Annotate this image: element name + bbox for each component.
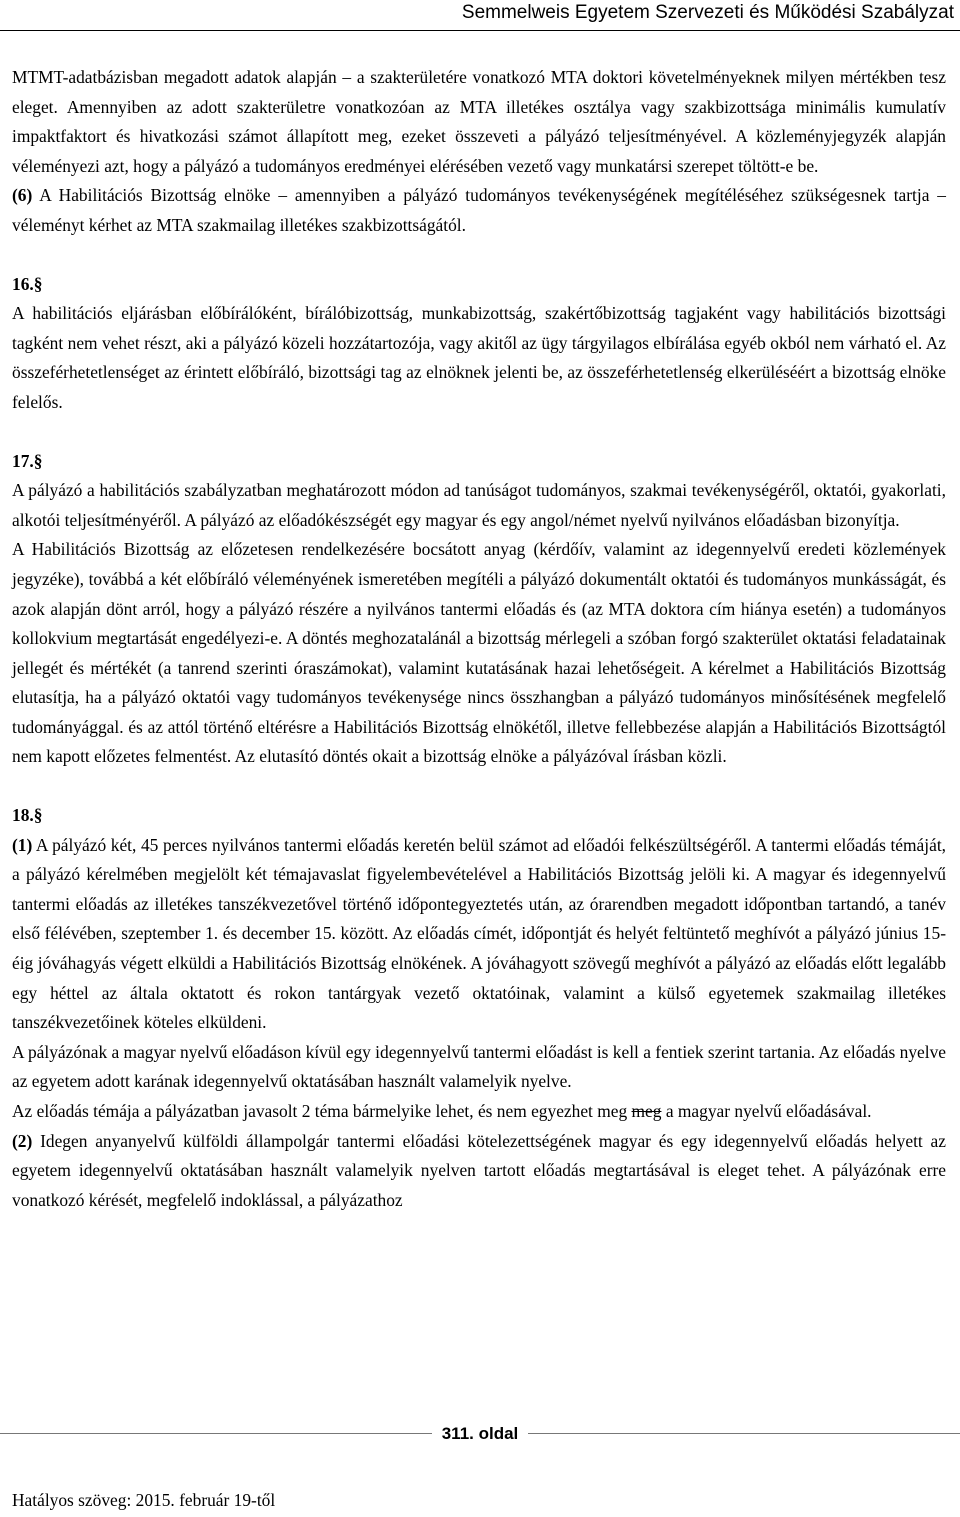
page-number-container [0, 1424, 960, 1444]
section-17-paragraph-2: A Habilitációs Bizottság az előzetesen rendelkezésére bocsátott anyag (kérdőív, valamint az idegennyelvű eredeti közlemények jegyzéke), továbbá a két előbíráló véleményének ismeretében megítéli a pályázó dokumentált oktatói és tudományos munkásságát, és azok alapján dönt arról, hogy a pályázó részére a nyilvános tantermi előadás és (az MTA doktora cím hiánya esetén) a tudományos kollokvium megtartását engedélyezi-e. A döntés meghozatalánál a bizottság mérlegeli a szóban forgó szakterület oktatási feladatainak jellegét és mértékét (a tanrend szerinti óraszámokat), valamint kutatásának hazai lehetőségeit. A kérelmet a Habilitációs Bizottság elutasítja, ha a pályázó oktatói vagy tudományos tevékenysége nincs összhangban a pályázó tudományos minősítésének megfelelő tudományággal. és az attól történő eltérésre a Habilitációs Bizottság elnökétől, illetve fellebbezése alapján a Habilitációs Bizottságtól nem kapott előzetes felmentést. Az elutasító döntés okait a bizottság elnöke a pályázóval írásban közli. [12, 539, 946, 767]
paragraph-number: (6) [12, 185, 33, 206]
page-number: 311. oldal [432, 1424, 529, 1444]
page-header [0, 0, 960, 31]
paragraph-text: a magyar nyelvű előadásával. [661, 1101, 872, 1121]
header-title: Semmelweis Egyetem Szervezeti és Működési Szabályzat [461, 2, 954, 23]
section-18-paragraph-2: A pályázónak a magyar nyelvű előadáson kívül egy idegennyelvű tantermi előadást is kell a fentiek szerint tartania. Az előadás nyelve az egyetem adott karának idegennyelvű oktatásában használt valamelyik nyelve. [12, 1041, 946, 1092]
section-18-paragraph-4 [12, 1127, 946, 1216]
section-heading-18: 18.§ [12, 805, 43, 826]
spacer [12, 241, 946, 270]
paragraph-text: Idegen anyanyelvű külföldi állampolgár tantermi előadási kötelezettségének magyar és egy idegennyelvű előadás helyett az egyetem idegennyelvű oktatásában használt valamelyik nyelven tartott előadás megtartásával is eleget tehet. A pályázónak erre vonatkozó kérését, megfelelő indoklással, a pályázathoz [12, 1130, 946, 1210]
paragraph-text: A Habilitációs Bizottság elnöke – amennyiben a pályázó tudományos tevékenységének megítéléséhez szükségesnek tartja – véleményt kérhet az MTA szakmailag illetékes szakbizottságától. [12, 185, 946, 235]
document-body [12, 63, 946, 1215]
paragraph-6 [12, 181, 946, 240]
section-16-paragraph: A habilitációs eljárásban előbírálóként, bírálóbizottság, munkabizottság, szakértőbizottság tagjaként vagy habilitációs bizottsági tagként nem vehet részt, aki a pályázó közeli hozzátartozója, vagy akitől az ügy tárgyilagos elbírálása egyéb okból nem várható el. Az összeférhetetlenséget az érintett előbíráló, bizottsági tag az elnöknek jelenti be, az összeférhetetlenség elkerüléséért a bizottság elnöke felelős. [12, 303, 946, 412]
paragraph-number: (1) [12, 834, 33, 855]
paragraph-text: A pályázó két, 45 perces nyilvános tantermi előadás keretén belül számot ad előadói felkészültségéről. A tantermi előadás témáját, a pályázó kérelmében megjelölt két témajavaslat figyelembevételével a Habilitációs Bizottság jelöli ki. A magyar és idegennyelvű tantermi előadás az illetékes tanszékvezetővel történő időpontegyeztetés után, az órarendben megadott időpontban tartandó, a tanév első félévében, szeptember 1. és december 15. között. Az előadás címét, időpontját és helyét feltüntető meghívót a pályázó június 15-éig jóváhagyás végett elküldi a Habilitációs Bizottság elnökének. A jóváhagyott szövegű meghívót a pályázó az előadás előtt legalább egy héttel az általa oktatott és rokon tantárgyak vezető oktatóinak, valamint a külső egyetemek szakmailag illetékes tanszékvezetőinek köteles elküldeni. [12, 834, 946, 1033]
section-heading-16: 16.§ [12, 273, 43, 294]
effective-date: Hatályos szöveg: 2015. február 19-től [12, 1490, 276, 1510]
paragraph-text: Az előadás témája a pályázatban javasolt 2 téma bármelyike lehet, és nem egyezhet meg [12, 1101, 632, 1121]
section-18-paragraph-3 [12, 1097, 946, 1127]
struck-word: meg [631, 1101, 662, 1121]
section-heading-17: 17.§ [12, 450, 43, 471]
spacer [12, 418, 946, 447]
header-divider [0, 30, 960, 31]
paragraph-mtmt: MTMT-adatbázisban megadott adatok alapján – a szakterületére vonatkozó MTA doktori követelményeknek milyen mértékben tesz eleget. Amennyiben az adott szakterületre vonatkozóan az MTA illetékes osztálya vagy szakbizottsága minimális kumulatív impaktfaktort és hivatkozási számot állapított meg, ezeket összeveti a pályázó teljesítményével. A közleményjegyzék alapján véleményezi azt, hogy a pályázó a tudományos eredményei elérésében vezető vagy munkatársi szerepet töltött-e be. [12, 67, 946, 176]
section-17-paragraph-1: A pályázó a habilitációs szabályzatban meghatározott módon ad tanúságot tudományos, szakmai tevékenységéről, oktatói, gyakorlati, alkotói teljesítményéről. A pályázó az előadókészségét egy magyar és egy angol/német nyelvű nyilvános előadásban bizonyítja. [12, 480, 946, 530]
spacer [12, 772, 946, 801]
section-18-paragraph-1 [12, 831, 946, 1038]
paragraph-number: (2) [12, 1130, 33, 1151]
